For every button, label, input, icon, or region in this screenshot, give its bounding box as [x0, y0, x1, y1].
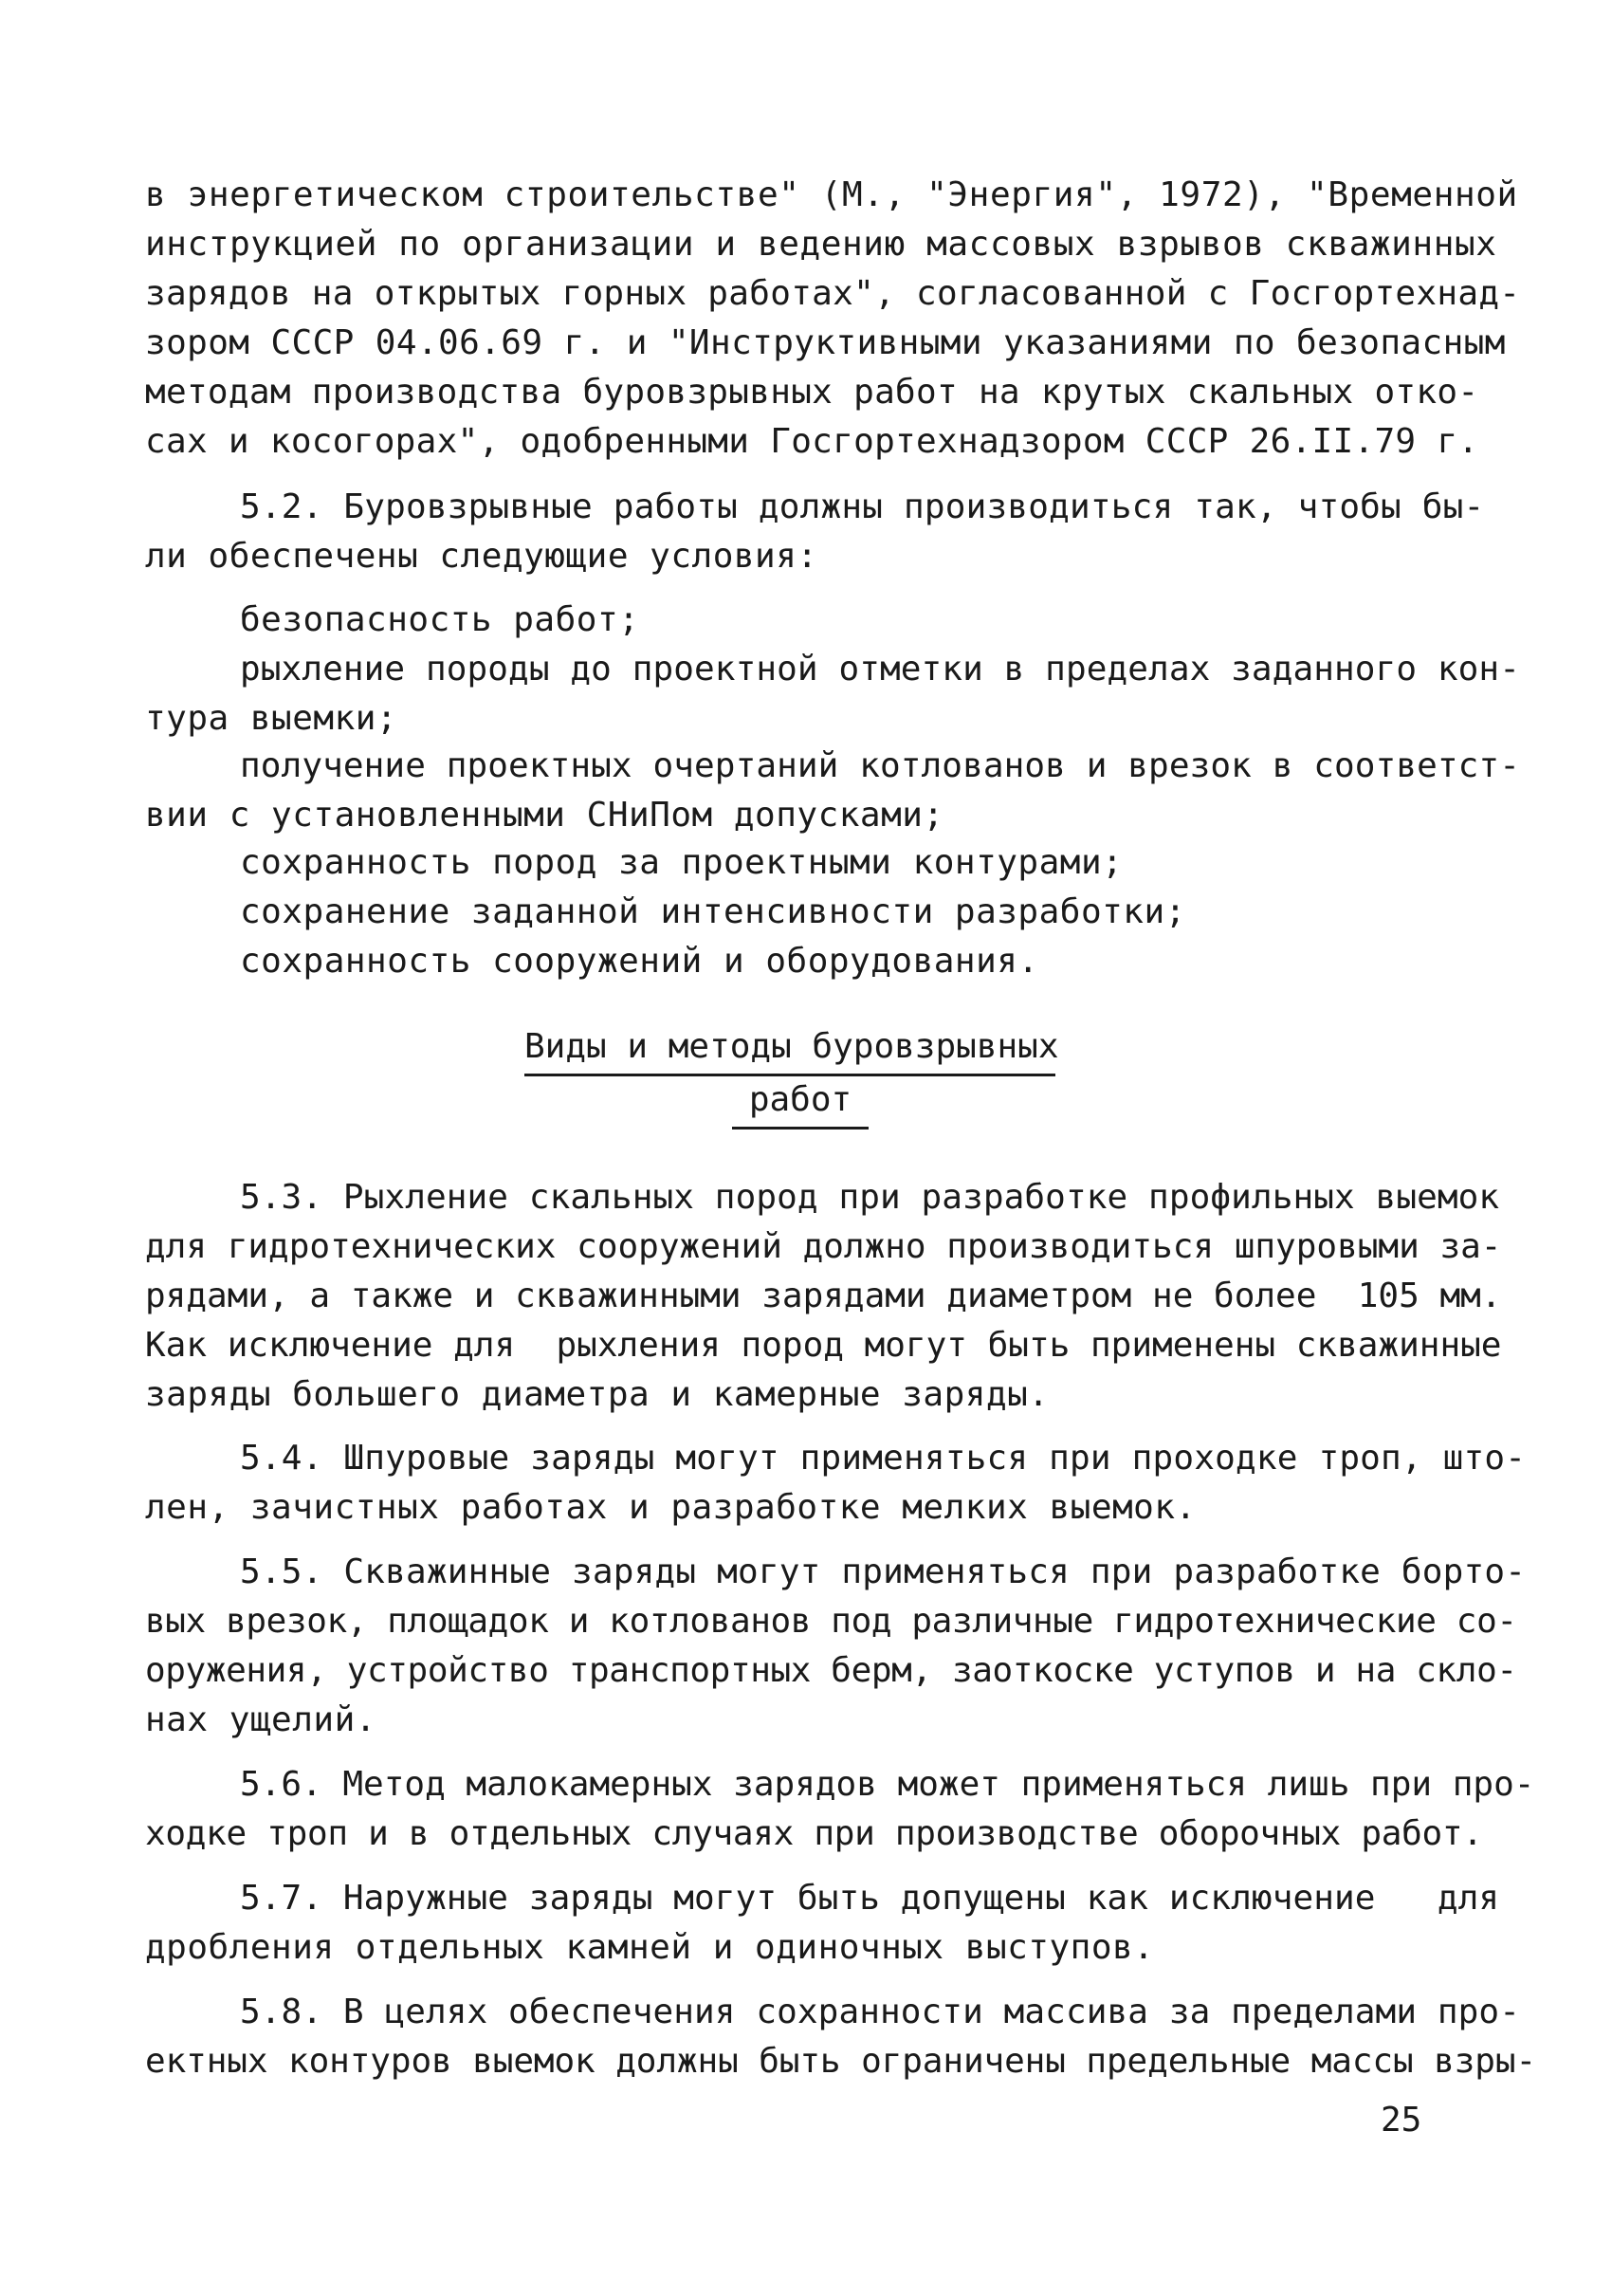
condition-item: получение проектных очертаний котлованов и врезок в соответст-: [240, 746, 1520, 785]
condition-item: безопасность работ;: [240, 600, 640, 639]
clause-5-3-line: 5.3. Рыхление скальных пород при разработке профильных выемок: [240, 1178, 1500, 1217]
condition-item: рыхление породы до проектной отметки в пределах заданного кон-: [240, 650, 1520, 689]
text-line: сах и косогорах", одобренными Госгортехнадзором СССР 26.II.79 г.: [145, 422, 1479, 461]
clause-5-3-line: Как исключение для рыхления пород могут быть применены скважинные: [145, 1326, 1502, 1365]
clause-5-5-line: оружения, устройство транспортных берм, заоткоске уступов и на скло-: [145, 1651, 1517, 1690]
clause-5-4-line: лен, зачистных работах и разработке мелких выемок.: [145, 1488, 1197, 1527]
clause-5-7-line: дробления отдельных камней и одиночных выступов.: [145, 1928, 1155, 1967]
condition-item: сохранность пород за проектными контурами;: [240, 843, 1124, 882]
condition-item: сохранение заданной интенсивности разработки;: [240, 892, 1186, 931]
text-line: зарядов на открытых горных работах", согласованной с Госгортехнад-: [145, 274, 1521, 313]
text-line: зором СССР 04.06.69 г. и "Инструктивными указаниями по безопасным: [145, 323, 1506, 362]
clause-5-4-line: 5.4. Шпуровые заряды могут применяться при проходке троп, што-: [240, 1439, 1527, 1478]
clause-5-6-line: 5.6. Метод малокамерных зарядов может применяться лишь при про-: [240, 1765, 1535, 1804]
clause-5-3-line: рядами, а также и скважинными зарядами диаметром не более 105 мм.: [145, 1277, 1502, 1315]
clause-5-5-line: нах ущелий.: [145, 1700, 376, 1739]
clause-5-5-line: вых врезок, площадок и котлованов под различные гидротехнические со-: [145, 1602, 1517, 1641]
page-number: 25: [1381, 2101, 1422, 2140]
clause-5-8-line: ектных контуров выемок должны быть ограничены предельные массы взры-: [145, 2042, 1537, 2081]
text-line: в энергетическом строительстве" (М., "Энергия", 1972), "Временной: [145, 175, 1518, 214]
section-heading-line-1: Виды и методы буровзрывных: [524, 1022, 1055, 1076]
clause-5-6-line: ходке троп и в отдельных случаях при производстве оборочных работ.: [145, 1814, 1483, 1853]
condition-item: сохранность сооружений и оборудования.: [240, 942, 1039, 981]
clause-5-8-line: 5.8. В целях обеспечения сохранности массива за пределами про-: [240, 1993, 1520, 2031]
clause-5-5-line: 5.5. Скважинные заряды могут применяться при разработке борто-: [240, 1552, 1527, 1591]
clause-5-7-line: 5.7. Наружные заряды могут быть допущены как исключение для: [240, 1879, 1500, 1918]
clause-5-3-line: заряды большего диаметра и камерные заряды.: [145, 1375, 1050, 1414]
text-line: методам производства буровзрывных работ на крутых скальных отко-: [145, 373, 1479, 412]
section-heading-line-2: работ: [732, 1075, 869, 1130]
clause-5-2-line: 5.2. Буровзрывные работы должны производиться так, чтобы бы-: [240, 487, 1485, 526]
condition-item: вии с установленными СНиПом допусками;: [145, 796, 944, 835]
text-line: инструкцией по организации и ведению массовых взрывов скважинных: [145, 225, 1497, 264]
clause-5-3-line: для гидротехнических сооружений должно производиться шпуровыми за-: [145, 1227, 1502, 1266]
condition-item: тура выемки;: [145, 699, 398, 738]
clause-5-2-line: ли обеспечены следующие условия:: [145, 537, 818, 576]
